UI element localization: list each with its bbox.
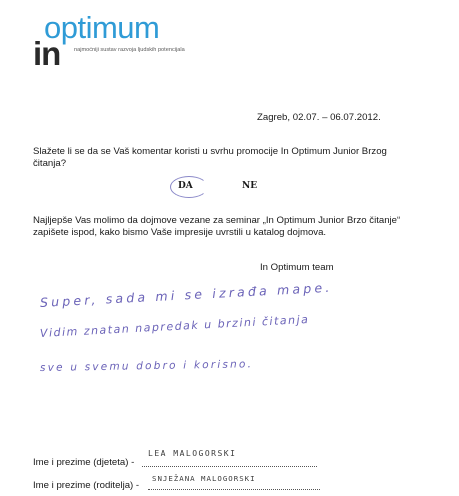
- child-name-value: LEA MALOGORSKI: [148, 449, 237, 458]
- parent-name-label: Ime i prezime (roditelja) -: [33, 480, 140, 491]
- no-option: NE: [242, 181, 258, 191]
- question-line-2: čitanja?: [33, 158, 67, 169]
- logo-in: in: [33, 35, 61, 72]
- parent-name-line: [148, 489, 320, 490]
- yes-option: DA: [178, 181, 193, 191]
- parent-name-value: SNJEŽANA MALOGORSKI: [152, 474, 256, 483]
- comment-line-3: sve u svemu dobro i korisno.: [39, 358, 254, 374]
- question-line-1: Slažete li se da se Vaš komentar koristi u svrhu promocije In Optimum Junior Brzog: [33, 146, 387, 157]
- child-name-label: Ime i prezime (djeteta) -: [33, 457, 135, 468]
- request-line-1: Najljepše Vas molimo da dojmove vezane za seminar „In Optimum Junior Brzo čitanje“: [33, 215, 401, 226]
- logo-optimum: optimum: [44, 10, 160, 45]
- child-name-line: [142, 466, 317, 467]
- logo-tagline: najmoćniji sustav razvoja ljudskih potencijala: [74, 47, 185, 53]
- team-signature: In Optimum team: [260, 262, 334, 273]
- comment-line-1: Super, sada mi se izrađa mape.: [39, 279, 333, 310]
- request-line-2: zapišete ispod, kako bismo Vaše impresije uvrstili u katalog dojmova.: [33, 227, 327, 238]
- place-date: Zagreb, 02.07. – 06.07.2012.: [257, 112, 381, 123]
- comment-line-2: Vidim znatan napredak u brzini čitanja: [39, 312, 310, 340]
